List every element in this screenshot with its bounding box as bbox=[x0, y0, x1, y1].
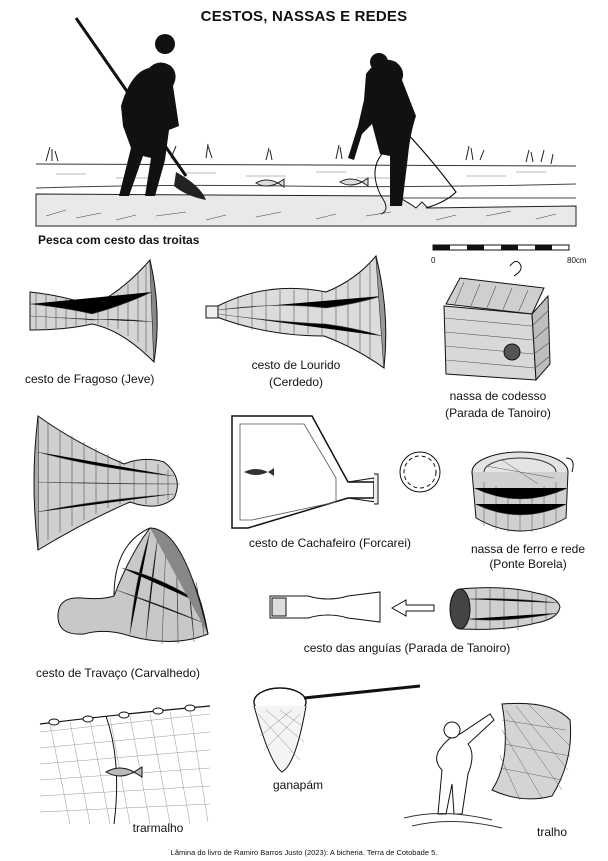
cesto-lourido-caption-name: cesto de Lourido bbox=[251, 358, 341, 372]
tralho-caption: tralho bbox=[536, 825, 568, 839]
arrow-left-icon bbox=[390, 598, 436, 618]
scale-bar bbox=[432, 244, 572, 256]
scale-start-label: 0 bbox=[431, 256, 436, 265]
tralho-illustration bbox=[402, 700, 576, 830]
cesto-anguias-illustration bbox=[446, 585, 562, 633]
footer-credit: Lâmina do livro de Ramiro Barros Justo (2023): A bicheria. Terra de Cotobade 5. bbox=[170, 848, 438, 857]
nassa-ferro-caption-place: (Ponte Borela) bbox=[489, 557, 567, 571]
trarmalho-illustration bbox=[40, 702, 212, 826]
cesto-travaco-caption: cesto de Travaço (Carvalhedo) bbox=[35, 666, 201, 680]
cesto-anguias-diagram bbox=[268, 592, 382, 622]
nassa-ferro-illustration bbox=[466, 448, 582, 538]
cesto-fragoso-illustration bbox=[26, 258, 162, 362]
river-fishing-scene bbox=[36, 26, 576, 232]
nassa-codesso-caption-place: (Parada de Tanoiro) bbox=[445, 406, 551, 420]
cesto-travaco-illustration bbox=[54, 524, 220, 654]
nassa-ferro-caption-name: nassa de ferro e rede bbox=[470, 542, 586, 556]
cesto-cachafeiro-caption: cesto de Cachafeiro (Forcarei) bbox=[248, 536, 412, 550]
ganapam-caption: ganapám bbox=[272, 778, 324, 792]
scene-caption: Pesca com cesto das troitas bbox=[38, 233, 200, 247]
cesto-cachafeiro-illustration bbox=[228, 412, 446, 534]
nassa-codesso-caption-name: nassa de codesso bbox=[449, 389, 547, 403]
ganapam-illustration bbox=[250, 680, 422, 776]
nassa-codesso-illustration bbox=[440, 256, 556, 382]
cesto-anguias-caption: cesto das anguías (Parada de Tanoiro) bbox=[303, 641, 511, 655]
trarmalho-caption: trarmalho bbox=[132, 821, 184, 835]
cesto-lourido-illustration bbox=[206, 252, 386, 370]
scale-end-label: 80cm bbox=[567, 256, 587, 265]
cesto-lourido-caption-place: (Cerdedo) bbox=[268, 375, 324, 389]
cesto-fragoso-caption: cesto de Fragoso (Jeve) bbox=[25, 372, 155, 386]
page-title: CESTOS, NASSAS E REDES bbox=[200, 8, 408, 25]
